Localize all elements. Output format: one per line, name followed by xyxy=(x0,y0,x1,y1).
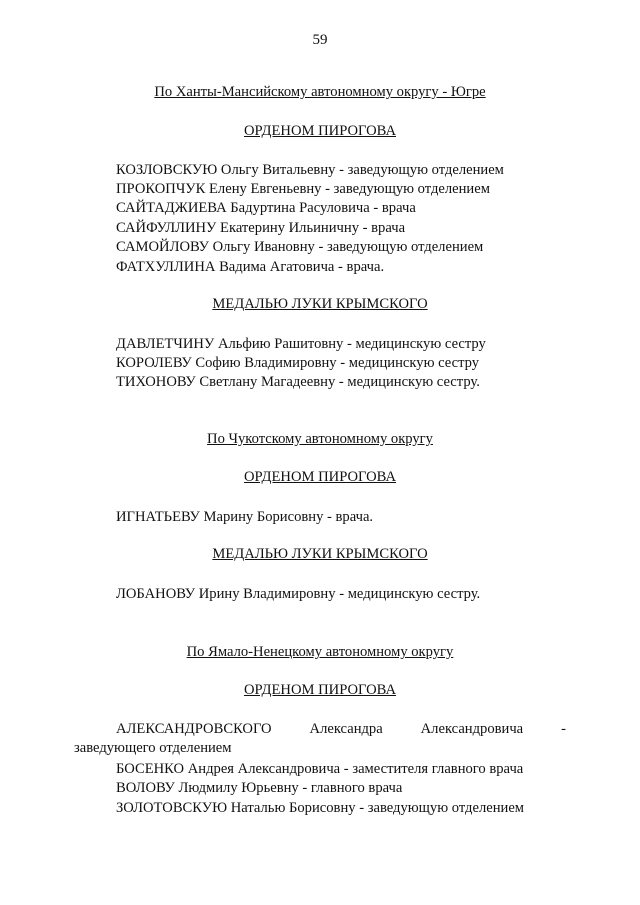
list-item: ИГНАТЬЕВУ Марину Борисовну - врача. xyxy=(116,509,374,525)
award-heading-pirogov-order: ОРДЕНОМ ПИРОГОВА xyxy=(243,682,396,698)
list-item: КОЗЛОВСКУЮ Ольгу Витальевну - заведующую отделением xyxy=(116,162,504,178)
page-number: 59 xyxy=(312,32,328,48)
region-heading-chukotka: По Чукотскому автономному округу xyxy=(207,431,433,447)
list-item: САМОЙЛОВУ Ольгу Ивановну - заведующую отделением xyxy=(116,239,484,255)
list-item: ЗОЛОТОВСКУЮ Наталью Борисовну - заведующую отделением xyxy=(116,800,525,816)
list-item: ФАТХУЛЛИНА Вадима Агатовича - врача. xyxy=(116,259,385,275)
entry-word: Александровича xyxy=(420,721,524,737)
award-heading-luka-medal: МЕДАЛЬЮ ЛУКИ КРЫМСКОГО xyxy=(212,296,428,312)
entry-word: Александра xyxy=(309,721,383,737)
list-item: ТИХОНОВУ Светлану Магадеевну - медицинскую сестру. xyxy=(116,374,480,390)
award-heading-pirogov-order: ОРДЕНОМ ПИРОГОВА xyxy=(243,123,396,139)
award-heading-luka-medal: МЕДАЛЬЮ ЛУКИ КРЫМСКОГО xyxy=(212,546,428,562)
list-item: БОСЕНКО Андрея Александровича - заместителя главного врача xyxy=(116,761,524,777)
list-item-justified xyxy=(116,721,566,738)
region-heading-khanty-mansi: По Ханты-Мансийскому автономному округу - Югре xyxy=(154,84,486,100)
list-item-continuation: заведующего отделением xyxy=(74,740,232,756)
list-item: КОРОЛЕВУ Софию Владимировну - медицинскую сестру xyxy=(116,355,480,371)
list-item: САЙФУЛЛИНУ Екатерину Ильиничну - врача xyxy=(116,220,406,236)
region-heading-yamalo-nenets: По Ямало-Ненецкому автономному округу xyxy=(186,644,454,660)
list-item: САЙТАДЖИЕВА Бадуртина Расуловича - врача xyxy=(116,200,416,216)
entry-word: - xyxy=(561,721,566,737)
list-item: ПРОКОПЧУК Елену Евгеньевну - заведующую отделением xyxy=(116,181,490,197)
list-item: ВОЛОВУ Людмилу Юрьевну - главного врача xyxy=(116,780,403,796)
list-item: ЛОБАНОВУ Ирину Владимировну - медицинскую сестру. xyxy=(116,586,481,602)
list-item: ДАВЛЕТЧИНУ Альфию Рашитовну - медицинскую сестру xyxy=(116,336,486,352)
entry-word: АЛЕКСАНДРОВСКОГО xyxy=(116,721,272,737)
award-heading-pirogov-order: ОРДЕНОМ ПИРОГОВА xyxy=(243,469,396,485)
